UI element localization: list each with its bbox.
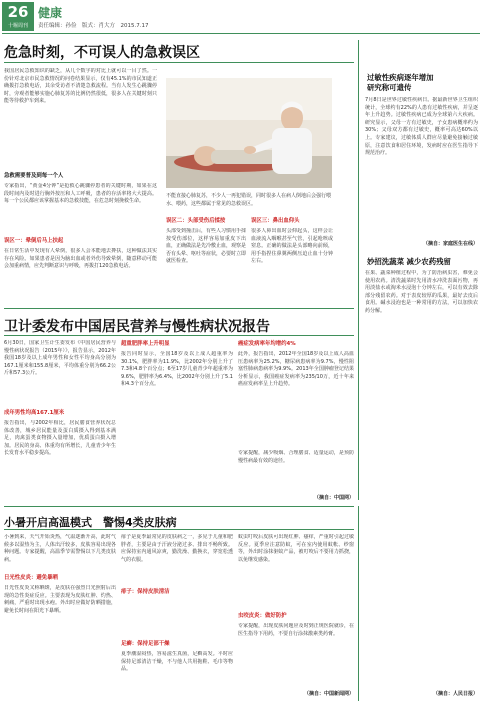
article3-headline: 小暑开启高温模式 警惕4类皮肤病 (4, 516, 177, 529)
article1-subhead: 误区三：鼻出血仰头 (251, 218, 300, 224)
divider (4, 335, 354, 336)
first-aid-photo (166, 78, 332, 188)
editor-meta: 责任编辑：孙俭 版式：肖大方 2015.7.17 (38, 23, 149, 29)
article3-subhead: 痱子：保持皮肤清洁 (121, 589, 170, 595)
article2-col1b-text: 报告指出，与2002年相比，居民膳食营养状况总体改善，城乡居民能量及蛋白质摄入得到基本满足，肉禽蛋类食物摄入量增加，优质蛋白摄入增加。居民的身高、体重均有所增长，儿童青少年生长发育水平稳步提高。 (4, 420, 116, 457)
article2-subhead: 超重肥胖率上升明显 (121, 341, 170, 347)
article1-col1-text: 我国居民急救知识的缺乏，从几个数字的对比上就可以一目了然。一份针对北京市民急救情况的问卷结果显示，仅有45.1%的市民知道正确拨打急救电话，其余受访者不清楚急救流程。当有人发生心跳骤停时，旁观者能够实施心肺复苏的比例仍然很低，很多人在关键时刻只能等待救护车到来。 (4, 68, 157, 105)
page-number: 26 (2, 2, 34, 22)
divider (4, 308, 354, 309)
article3-col2-intro: 痱子是夏季最常见的皮肤病之一，多见于儿童和肥胖者，主要是由于汗液分泌过多、排出不畅所致。应保持室内通风凉爽，勤洗澡、勤换衣，穿宽松透气的衣服。 (121, 534, 233, 563)
article3-col1-text: 小暑到来，天气开始炎热，气温逐渐升高，此时气候多以湿热为主，人体出汗较多，皮肤容易出现各种问题。专家提醒，高温季节需警惕以下几类皮肤病。 (4, 534, 116, 563)
article3-col1b-text: 日光性皮炎又称晒斑，是皮肤在强烈日光照射后出现的急性炎症反应。主要表现为皮肤红肿、灼热、刺痛，严重时出现水疱。外出时应做好防晒措施，避免长时间在阳光下暴晒。 (4, 585, 116, 614)
sidebar-article1-text: 7月8日是世界过敏性疾病日。据最新世界卫生组织统计，全球约有22%的人患有过敏性疾病，并呈逐年上升趋势。过敏性疾病已成为全球第六大疾病。研究显示，父母一方有过敏史，子女患病概率约为30%；父母双方都有过敏史，概率可高达60%以上。专家建议，过敏体质人群应尽量避免接触过敏原，注意饮食和居住环境，发病时应在医生指导下规范治疗。 (365, 97, 478, 157)
article3-source: （摘自：中国新闻网） (303, 691, 354, 697)
article1-col1c-text: 在日常生活中发现有人晕倒，很多人会本能地去搀扶，这种做法其实存在风险。如果患者是因为脑出血或者外伤导致晕倒，随意移动可能会加重病情，应先判断意识与呼吸，再拨打120急救电话。 (4, 248, 157, 270)
article2-subhead: 癌症发病率年均增约4% (238, 341, 296, 347)
article2-source: （摘自：中国网） (313, 495, 354, 501)
photo-caption: 不能直接心肺复苏，不少人一再犯错误，同时很多人在病人倒地后会强行喂水、喂药，这些都属于常见的急救误区。 (166, 193, 332, 207)
column-divider (358, 40, 359, 500)
sidebar-article2-text: 在果、蔬菜种植过程中，为了防治病虫害，难免会使用农药。清洗蔬菜时先用清水冲洗表面污物，再用淡盐水或淘米水浸泡十分钟左右，可以有效去除部分残留农药。对于表皮较厚的瓜果，最好去皮后食用。碱水浸泡也是一种常用的方法，可以加快农药分解。 (365, 270, 478, 314)
header-rule (2, 33, 480, 34)
article1-subhead: 误区二：头部受伤后揉按 (166, 218, 226, 224)
sidebar-headline (367, 73, 434, 93)
article1-subhead: 误区一：晕倒后马上扶起 (4, 238, 64, 244)
sidebar-article1-source: （摘自：家庭医生在线） (422, 241, 478, 247)
article3-col3b-text: 专家提醒，出现皮肤问题应及时到正规医院就诊，在医生指导下用药，不要自行涂抹激素类药膏。 (238, 623, 354, 637)
article2-col2-text: 报告同时显示，全国18岁及以上成人超重率为30.1%，肥胖率为11.9%，比2002年分别上升了7.3和4.8个百分点；6至17岁儿童青少年超重率为9.6%，肥胖率为6.4%，比2002年分别上升了5.1和4.3个百分点。 (121, 351, 233, 388)
article3-subhead: 足癣：保持足部干燥 (121, 641, 170, 647)
article1-col2b-text: 很多人鼻出血时会仰起头，这样会让血液流入咽喉甚至气管，引起呛咳或窒息。正确的做法是头部略向前倾，用手指捏住鼻翼两侧压迫止血十分钟左右。 (251, 228, 333, 265)
divider (4, 62, 354, 63)
article1-col2-text: 头部受到撞击后，有些人习惯用手揉按受伤部位，这样容易加重皮下出血，正确做法是先冷敷止血，观察是否有头晕、呕吐等症状，必要时立即就医检查。 (166, 228, 246, 265)
article2-col3-text: 此外，报告指出，2012年全国18岁及以上成人高血压患病率为25.2%，糖尿病患病率为9.7%，慢性阻塞性肺病患病率为9.9%。2013年全国肿瘤登记结果分析显示，我国癌症发病率为235/10万，近十年来癌症发病率呈上升趋势。 (238, 351, 354, 388)
article3-subhead: 虫咬皮炎：做好防护 (238, 613, 287, 619)
section-title: 健康 (38, 6, 63, 20)
newspaper-brand: 十堰周刊 (2, 22, 34, 31)
article3-subhead: 日光性皮炎：避免暴晒 (4, 575, 58, 581)
divider (4, 529, 354, 530)
article1-headline: 危急时刻，不可误人的急救误区 (4, 45, 200, 61)
article2-subhead: 成年男性均高167.1厘米 (4, 410, 65, 416)
article1-col1b-text: 专家指出，“黄金4分钟”是抢救心跳骤停患者的关键时期，如果在这段时间内及时进行胸外按压和人工呼吸，患者的存活率将大大提高。每一个公民都应该掌握基本的急救技能，在危急时刻挽救生命。 (4, 183, 157, 205)
article1-subhead: 急救需要普及到每一个人 (4, 173, 64, 179)
sidebar-headline-text: 过敏性疾病逐年增加 研究称可遗传 (367, 73, 434, 92)
article3-col2b-text: 夏季潮湿闷热，容易滋生真菌，足癣高发。平时应保持足部清洁干燥，不与他人共用拖鞋、毛巾等物品。 (121, 651, 233, 673)
divider (4, 506, 354, 507)
column-divider (358, 506, 359, 701)
sidebar-article2-headline: 妙招洗蔬菜 减少农药残留 (367, 257, 451, 266)
article3-col3-text: 蚊虫叮咬后皮肤可出现红肿、瘙痒，严重时引起过敏反应。夏季应注意防蚊，可在室内使用蚊帐、纱窗等，外出时涂抹驱蚊产品，被叮咬后不要用力抓挠，以免继发感染。 (238, 534, 354, 563)
article2-col3b-text: 专家提醒，减少吸烟、合理膳食、适量运动，是预防慢性病最有效的途径。 (238, 450, 354, 464)
sidebar-article2-source: （摘自：人民日报） (432, 691, 478, 697)
article2-headline: 卫计委发布中国居民营养与慢性病状况报告 (4, 319, 270, 335)
article2-col1-text: 6月30日，国家卫生计生委发布《中国居民营养与慢性病状况报告（2015年）》，报告显示，2012年我国18岁及以上成年男性和女性平均身高分别为167.1厘米和155.8厘米，平均体重分别为66.2公斤和57.3公斤。 (4, 340, 116, 377)
